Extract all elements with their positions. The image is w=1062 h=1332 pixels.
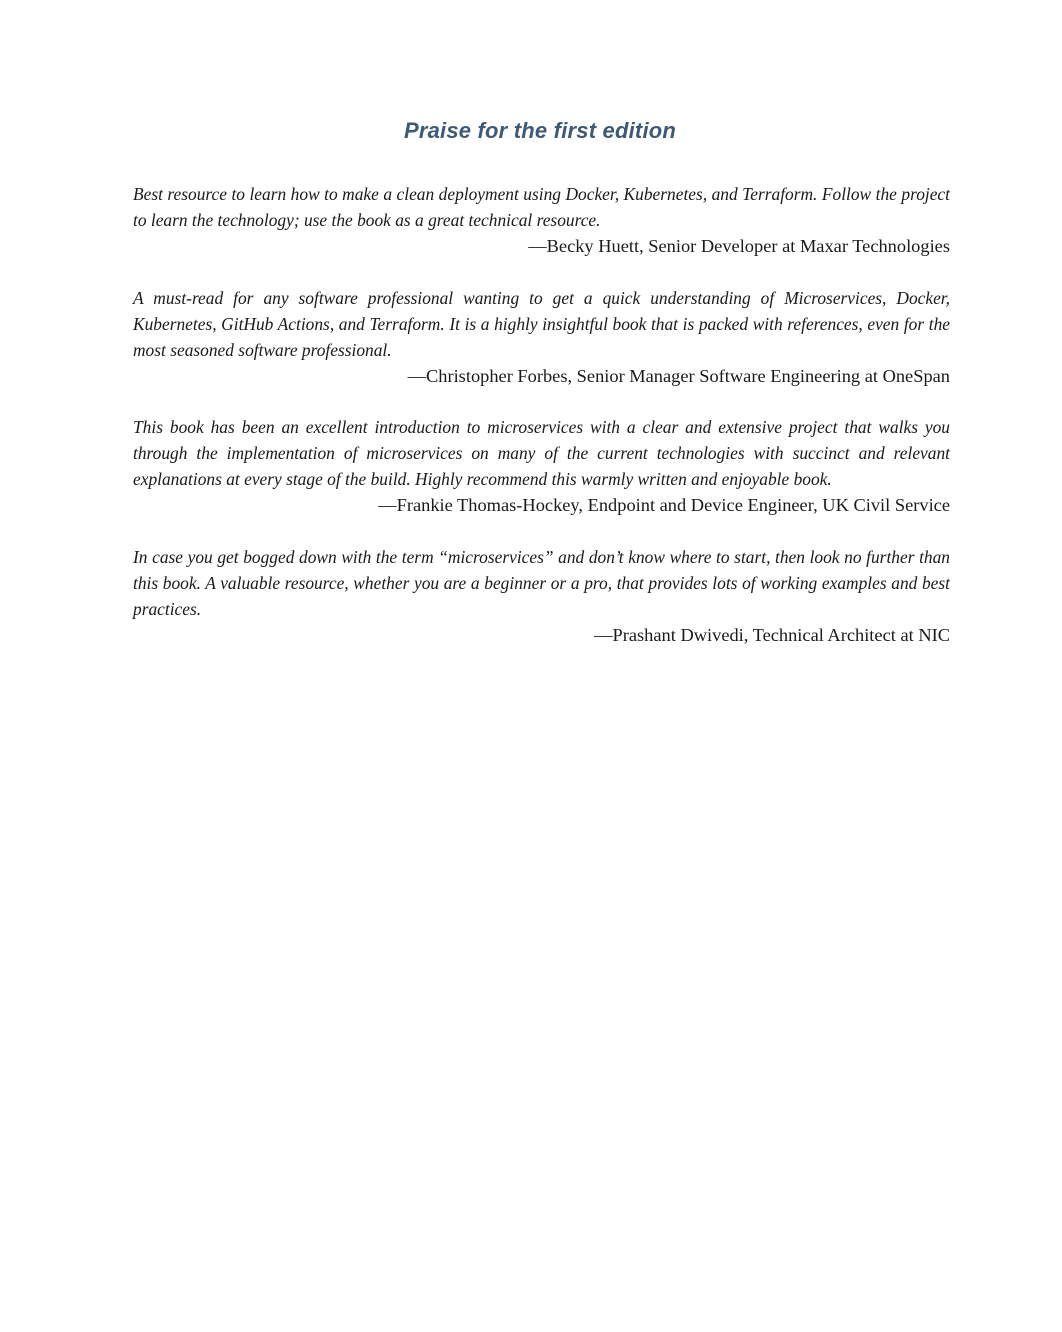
- testimonial-quote: In case you get bogged down with the term “microservices” and don’t know where to start, then look no further than this book. A valuable resource, whether you are a beginner or a pro, that provides lots of working examples and best practices.: [133, 547, 950, 619]
- testimonial-attribution: —Frankie Thomas-Hockey, Endpoint and Device Engineer, UK Civil Service: [378, 495, 950, 515]
- testimonial-attribution: —Prashant Dwivedi, Technical Architect at NIC: [594, 625, 950, 645]
- testimonial: [133, 285, 950, 389]
- page-title: Praise for the first edition: [403, 118, 677, 143]
- testimonial: [133, 544, 950, 648]
- testimonial-quote: A must-read for any software professional wanting to get a quick understanding of Microservices, Docker, Kubernetes, GitHub Actions, and Terraform. It is a highly insightful book that is packed with references, even for the most seasoned software professional.: [133, 288, 950, 360]
- testimonial-quote: Best resource to learn how to make a clean deployment using Docker, Kubernetes, and Terraform. Follow the project to learn the technology; use the book as a great technical resource.: [133, 184, 950, 230]
- testimonial-attribution: —Becky Huett, Senior Developer at Maxar Technologies: [528, 236, 950, 256]
- testimonial: [133, 414, 950, 518]
- testimonial: [133, 181, 950, 259]
- testimonial-attribution: —Christopher Forbes, Senior Manager Software Engineering at OneSpan: [407, 366, 950, 386]
- testimonial-quote: This book has been an excellent introduction to microservices with a clear and extensive project that walks you through the implementation of microservices on many of the current technologies with succinct and relevant explanations at every stage of the build. Highly recommend this warmly written and enjoyable book.: [133, 417, 950, 489]
